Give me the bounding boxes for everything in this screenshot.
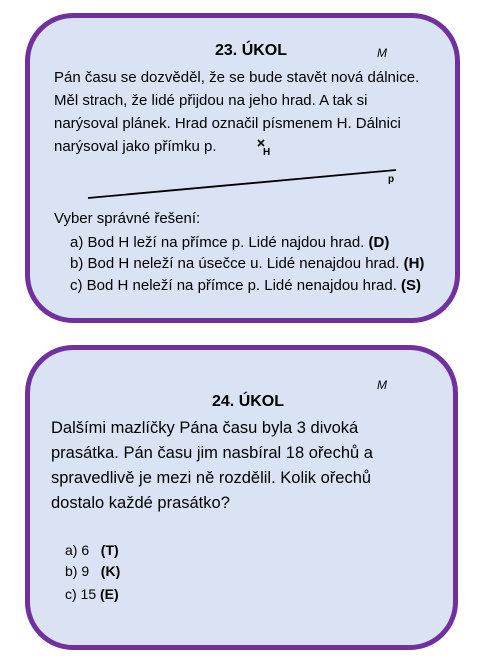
point-h-label: H: [263, 147, 271, 158]
task-23-title: 23. ÚKOL: [215, 42, 288, 59]
task-23-story-line: narýsoval plánek. Hrad označil písmenem H. Dálnici: [54, 115, 401, 132]
option-code: (D): [368, 234, 390, 251]
option-text: c) 15: [65, 586, 97, 602]
option-code: (E): [100, 586, 119, 602]
task-24-card: [25, 345, 458, 650]
option-text: b) 9: [65, 563, 90, 579]
task-23-option-c[interactable]: [70, 277, 421, 294]
option-text: c) Bod H neleží na přímce p. Lidé nenajdou hrad.: [70, 277, 397, 294]
option-text: a) 6: [65, 542, 90, 558]
task-24-option-b[interactable]: [65, 563, 120, 579]
task-23-corner-mark: M: [377, 46, 387, 60]
task-24-story-line: spravedlivě je mezi ně rozdělil. Kolik ořechů: [51, 469, 372, 487]
line-p-label: p: [388, 174, 395, 185]
task-24-corner-mark: M: [377, 378, 387, 392]
task-23-option-a[interactable]: [70, 234, 389, 251]
line-p: [88, 170, 396, 198]
task-24-option-c[interactable]: [65, 586, 119, 602]
option-code: (K): [100, 563, 121, 579]
option-code: (H): [403, 255, 425, 272]
task-24-story: [51, 416, 373, 516]
point-h-cross-mark: [258, 140, 264, 146]
task-23-card: [25, 13, 460, 323]
task-23-option-b[interactable]: [70, 255, 424, 272]
task-24-story-line: prasátka. Pán času jim nasbíral 18 ořechů a: [51, 444, 373, 462]
task-24-title: 24. ÚKOL: [212, 393, 285, 410]
point-and-line-figure: [30, 18, 455, 318]
task-24-option-a[interactable]: [65, 542, 119, 558]
option-text: b) Bod H neleží na úsečce u. Lidé nenajdou hrad.: [70, 255, 400, 272]
option-code: (T): [100, 542, 119, 558]
task-23-story-line: narýsoval jako přímku p.: [54, 138, 217, 155]
task-23-story-line: Pán času se dozvěděl, že se bude stavět nová dálnice.: [54, 69, 420, 86]
task-24-story-line: Dalšími mazlíčky Pána času byla 3 divoká: [51, 419, 359, 437]
task-23-story-line: Měl strach, že lidé přijdou na jeho hrad. A tak si: [54, 92, 368, 109]
task-23-prompt: Vyber správné řešení:: [54, 210, 201, 227]
task-24-story-line: dostalo každé prasátko?: [51, 494, 230, 512]
option-code: (S): [401, 277, 422, 294]
option-text: a) Bod H leží na přímce p. Lidé najdou hrad.: [70, 234, 365, 251]
